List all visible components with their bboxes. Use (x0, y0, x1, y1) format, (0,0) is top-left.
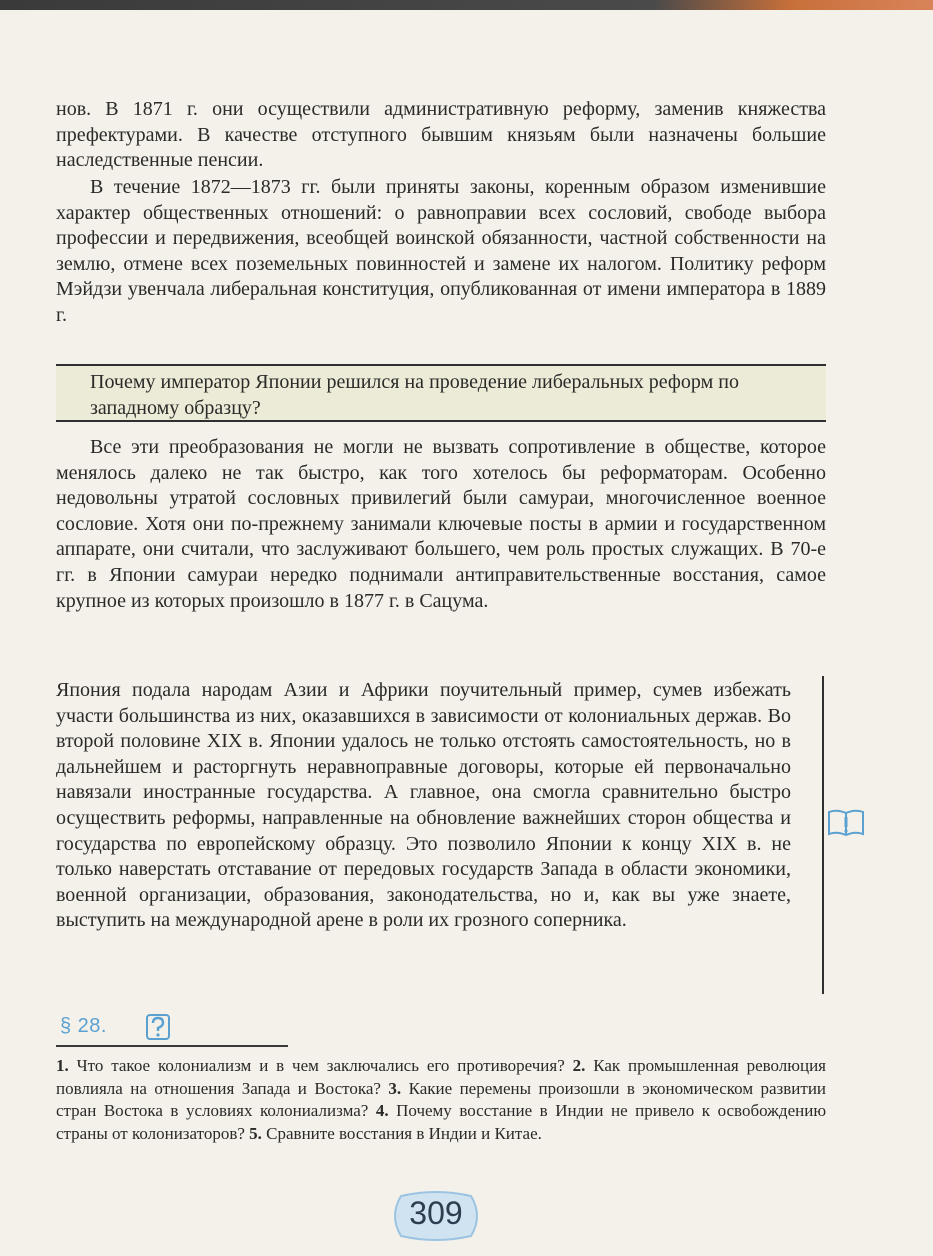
section-rule (56, 1045, 288, 1047)
paragraph-2: В течение 1872—1873 гг. были приняты законы, коренным образом изменившие характер общественных отношений: о равноправии всех сословий, свободе выбора профессии и передвижения, всеобщей воинской обязанности, частной собственности на землю, отмене всех поземельных повинностей и замене их налогом. Политику реформ Мэйдзи увенчала либеральная конституция, опубликованная от имени императора в 1889 г. (56, 176, 826, 326)
page-edge (0, 0, 933, 10)
section-label: § 28. (60, 1015, 107, 1037)
question-number: 3. (388, 1078, 402, 1098)
question-text: Как промышленная революция повлияла на отношения Запада и Востока? (56, 1056, 826, 1098)
question-text: Что такое колониализм и в чем заключались его противоречия? (76, 1056, 565, 1075)
question-number: 1. (56, 1056, 69, 1075)
question-text: Сравните восстания в Индии и Китае. (266, 1123, 542, 1143)
paragraph-3: Все эти преобразования не могли не вызвать сопротивление в обществе, которое менялось далеко не так быстро, как того хотелось бы реформаторам. Особенно недовольны утратой сословных привилегий были самураи, многочисленное военное сословие. Хотя они по-прежнему занимали ключевые посты в армии и государственном аппарате, они считали, что заслуживают большего, чем роль простых служащих. В 70-е гг. в Японии самураи нередко поднимали антиправительственные восстания, самое крупное из которых произошло в 1877 г. в Сацума. (56, 436, 826, 612)
question-number: 5. (249, 1123, 262, 1143)
question-number: 2. (572, 1056, 586, 1075)
review-questions (56, 1055, 826, 1145)
question-text: Какие перемены произошли в экономическом развитии стран Востока в условиях колониализма? (56, 1078, 827, 1120)
question-number: 4. (375, 1101, 389, 1120)
paragraph-1: нов. В 1871 г. они осуществили административную реформу, заменив княжества префектурами. В качестве отступного бывшим князьям были назначены большие наследственные пенсии. (56, 98, 826, 172)
page-number: 309 (409, 1195, 463, 1231)
paragraph-4: Япония подала народам Азии и Африки поучительный пример, сумев избежать участи большинства из них, оказавшихся в зависимости от колониальных держав. Во второй половине XIX в. Японии удалось не только отстоять самостоятельность, но в дальнейшем и расторгнуть неравноправные договоры, которые ей первоначально навязали иностранные государства. А главное, она смогла сравнительно быстро осуществить реформы, направленные на обновление важнейших сторон общества и государства по европейскому образцу. Это позволило Японии к концу XIX в. не только наверстать отставание от передовых государств Запада в области экономики, военной организации, образования, законодательства, но и, как вы уже знаете, выступить на международной арене в роли их грозного соперника. (56, 679, 791, 932)
question-text: Почему восстание в Индии не привело к освобождению страны от колонизаторов? (56, 1101, 827, 1143)
question-mark-icon (145, 1013, 171, 1041)
book-exclamation-icon (826, 806, 866, 840)
margin-rule (822, 676, 824, 994)
question-box-text: Почему император Японии решился на проведение либеральных реформ по западному образцу? (90, 371, 739, 419)
